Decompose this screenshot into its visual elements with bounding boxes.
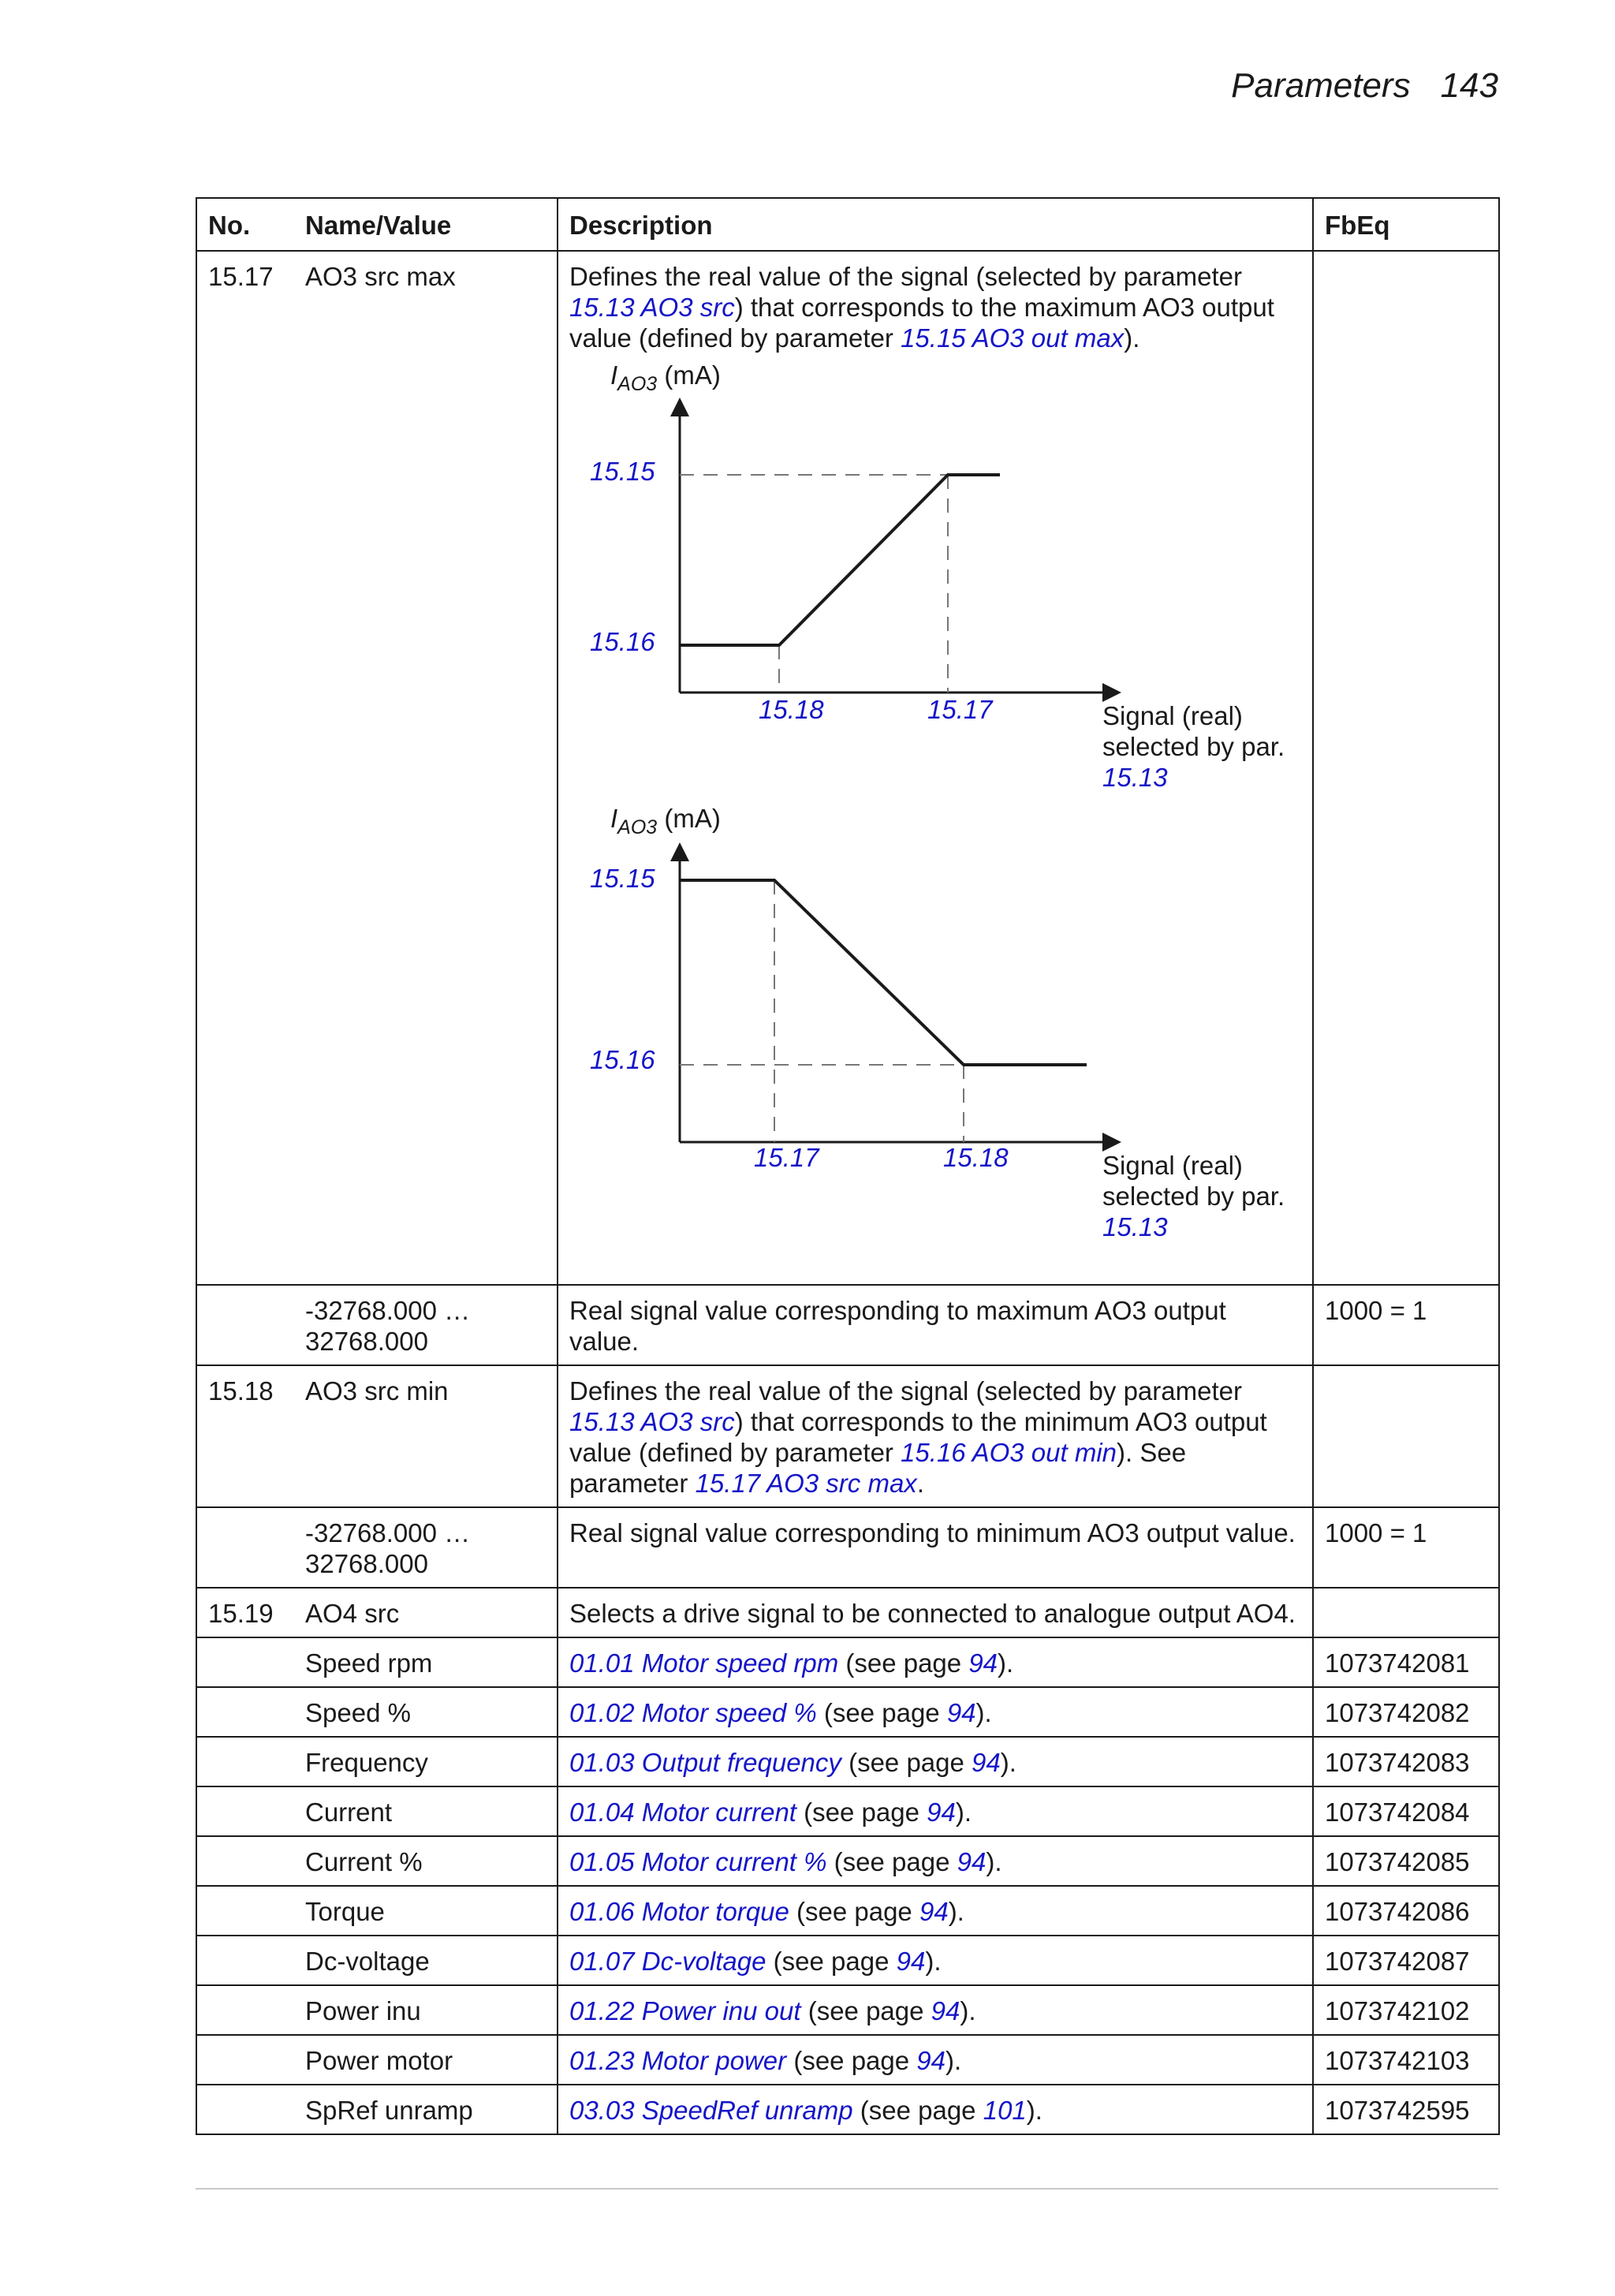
option-row [196,2085,1499,2134]
table-row-15-18-value [196,1507,1499,1588]
fbeq-value: 1000 = 1 [1313,1507,1499,1588]
param-link[interactable]: 01.05 Motor current % [569,1847,827,1876]
option-name: Speed % [294,1687,558,1737]
page-number: 143 [1440,66,1498,105]
option-name: Frequency [294,1737,558,1786]
value-range: -32768.000 … 32768.000 [294,1285,558,1365]
value-range: -32768.000 … 32768.000 [294,1507,558,1588]
parameter-table [196,197,1500,2135]
fbeq-value: 1073742084 [1313,1786,1499,1836]
param-number: 15.18 [196,1365,294,1507]
fbeq-value: 1000 = 1 [1313,1285,1499,1365]
y-tick-label: 15.16 [590,627,655,656]
bottom-x-axis-arrow [1102,1133,1121,1152]
column-header-fbeq: FbEq [1313,198,1499,251]
page-link[interactable]: 94 [972,1748,1001,1777]
option-description: 01.05 Motor current % (see page 94). [558,1836,1313,1886]
param-link[interactable]: 15.13 AO3 src [569,293,735,322]
option-description: 01.23 Motor power (see page 94). [558,2035,1313,2085]
param-link[interactable]: 15.13 [1102,1212,1168,1241]
page-link[interactable]: 94 [957,1847,987,1876]
option-description: 03.03 SpeedRef unramp (see page 101). [558,2085,1313,2134]
option-row [196,1687,1499,1737]
option-description: 01.01 Motor speed rpm (see page 94). [558,1637,1313,1687]
param-link[interactable]: 01.23 Motor power [569,2046,787,2075]
option-name: Power motor [294,2035,558,2085]
y-tick-label: 15.15 [590,864,655,893]
bottom-characteristic-line [680,880,1087,1065]
param-description: Defines the real value of the signal (selected by parameter 15.13 AO3 src) that corresponds to the minimum AO3 output value (defined by parameter 15.16 AO3 out min). See parameter 15.17 AO3 src max. [558,1365,1313,1507]
page-link[interactable]: 94 [968,1648,998,1678]
top-y-axis-arrow [670,398,689,416]
section-title: Parameters [1231,66,1411,105]
y-axis-title-top: $I_{AO3}$ (mA) [610,360,721,395]
param-link[interactable]: 03.03 SpeedRef unramp [569,2096,853,2125]
option-description: 01.06 Motor torque (see page 94). [558,1886,1313,1936]
param-description: Selects a drive signal to be connected to analogue output AO4. [558,1588,1313,1637]
option-name: Current % [294,1836,558,1886]
option-description: 01.07 Dc-voltage (see page 94). [558,1936,1313,1985]
fbeq-value: 1073742085 [1313,1836,1499,1886]
fbeq-value: 1073742082 [1313,1687,1499,1737]
fbeq-value: 1073742083 [1313,1737,1499,1786]
option-row [196,1886,1499,1936]
top-characteristic-line [680,475,1000,645]
description-text: Defines the real value of the signal (selected by parameter 15.13 AO3 src) that corresponds to the maximum AO3 output value (defined by parameter 15.15 AO3 out max). [569,262,1274,353]
option-name: Power inu [294,1985,558,2035]
option-row [196,1836,1499,1886]
option-row [196,1637,1499,1687]
param-description [558,251,1313,1285]
fbeq-value: 1073742086 [1313,1886,1499,1936]
param-link[interactable]: 15.15 AO3 out max [901,323,1125,353]
option-row [196,1985,1499,2035]
param-name: AO3 src min [294,1365,558,1507]
option-row [196,1737,1499,1786]
option-name: Torque [294,1886,558,1936]
fbeq-value: 1073742595 [1313,2085,1499,2134]
param-link[interactable]: 01.07 Dc-voltage [569,1947,766,1976]
value-description: Real signal value corresponding to maximum AO3 output value. [558,1285,1313,1365]
param-link[interactable]: 01.02 Motor speed % [569,1698,817,1727]
fbeq-value: 1073742087 [1313,1936,1499,1985]
param-fbeq [1313,1588,1499,1637]
option-rows [196,1637,1499,2134]
param-link[interactable]: 01.06 Motor torque [569,1897,789,1926]
column-header-name: Name/Value [294,198,558,251]
param-number: 15.17 [196,251,294,1285]
top-x-axis-arrow [1102,683,1121,702]
param-link[interactable]: 15.17 AO3 src max [695,1469,917,1498]
x-axis-caption-top: Signal (real) selected by par. 15.13 [1102,701,1285,792]
option-name: Dc-voltage [294,1936,558,1985]
option-name: SpRef unramp [294,2085,558,2134]
param-name: AO3 src max [294,251,558,1285]
page-link[interactable]: 94 [916,2046,946,2075]
page-link[interactable]: 94 [927,1798,956,1827]
y-tick-label: 15.15 [590,457,655,486]
param-link[interactable]: 01.03 Output frequency [569,1748,841,1777]
table-row-15-17-value [196,1285,1499,1365]
table-header-row [196,198,1499,251]
bottom-y-axis-arrow [670,842,689,861]
param-name: AO4 src [294,1588,558,1637]
table-row-15-19 [196,1588,1499,1637]
column-header-description: Description [558,198,1313,251]
param-link[interactable]: 01.01 Motor speed rpm [569,1648,839,1678]
x-tick-label: 15.18 [759,695,824,724]
param-number: 15.19 [196,1588,294,1637]
fbeq-value: 1073742102 [1313,1985,1499,2035]
page-link[interactable]: 94 [919,1897,949,1926]
param-fbeq [1313,251,1499,1285]
param-link[interactable]: 01.22 Power inu out [569,1996,801,2025]
column-header-no: No. [196,198,294,251]
footer-divider [196,2188,1498,2190]
param-link[interactable]: 01.04 Motor current [569,1798,796,1827]
x-axis-caption-bottom: Signal (real) selected by par. 15.13 [1102,1151,1285,1241]
option-description: 01.22 Power inu out (see page 94). [558,1985,1313,2035]
param-link[interactable]: 15.13 AO3 src [569,1407,735,1436]
option-row [196,1786,1499,1836]
page-link[interactable]: 101 [983,2096,1027,2125]
option-description: 01.03 Output frequency (see page 94). [558,1737,1313,1786]
fbeq-value: 1073742103 [1313,2035,1499,2085]
param-link[interactable]: 15.13 [1102,763,1168,792]
ao3-scaling-diagrams [569,353,1285,1276]
option-row [196,2035,1499,2085]
page-header [1231,66,1498,106]
y-axis-title-bottom: $I_{AO3}$ (mA) [610,804,721,838]
x-tick-label: 15.17 [927,695,993,724]
x-tick-label: 15.18 [943,1143,1009,1172]
option-description: 01.02 Motor speed % (see page 94). [558,1687,1313,1737]
page-link[interactable]: 94 [946,1698,976,1727]
page-link[interactable]: 94 [931,1996,960,2025]
option-row [196,1936,1499,1985]
table-row-15-17 [196,251,1499,1285]
option-name: Current [294,1786,558,1836]
y-tick-label: 15.16 [590,1045,655,1074]
fbeq-value: 1073742081 [1313,1637,1499,1687]
param-link[interactable]: 15.16 AO3 out min [901,1438,1117,1467]
table-row-15-18 [196,1365,1499,1507]
option-name: Speed rpm [294,1637,558,1687]
option-description: 01.04 Motor current (see page 94). [558,1786,1313,1836]
value-description: Real signal value corresponding to minimum AO3 output value. [558,1507,1313,1588]
page-link[interactable]: 94 [896,1947,926,1976]
param-fbeq [1313,1365,1499,1507]
x-tick-label: 15.17 [754,1143,819,1172]
